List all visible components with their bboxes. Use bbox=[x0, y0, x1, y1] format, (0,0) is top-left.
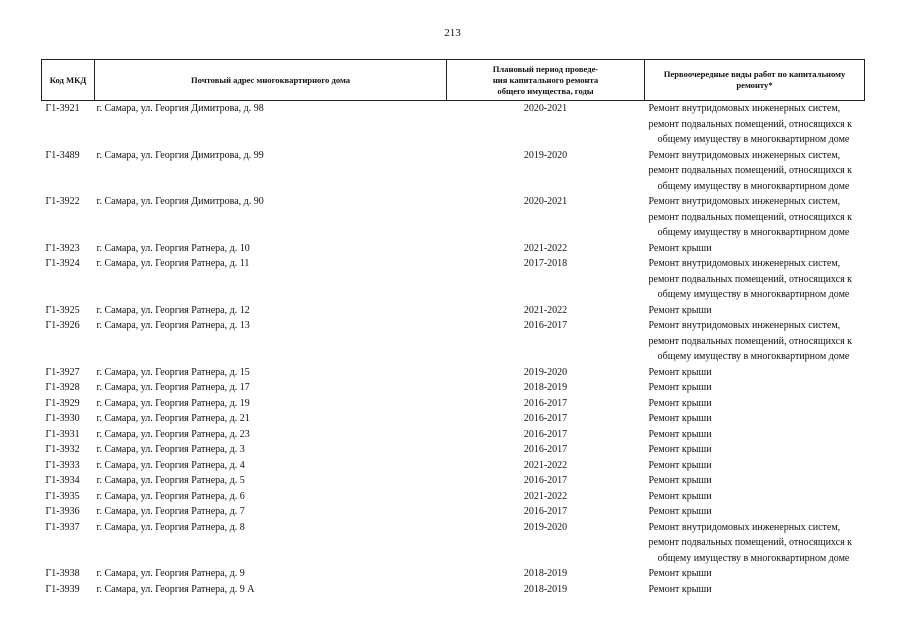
row-work-types bbox=[645, 148, 865, 195]
row-address: г. Самара, ул. Георгия Ратнера, д. 17 bbox=[96, 382, 250, 393]
table-row bbox=[42, 520, 865, 567]
row-address: г. Самара, ул. Георгия Ратнера, д. 15 bbox=[96, 366, 250, 378]
table-row bbox=[42, 396, 865, 412]
header-period bbox=[447, 60, 645, 101]
work-line: Ремонт крыши bbox=[648, 459, 712, 471]
row-period: 2019-2020 bbox=[523, 149, 568, 161]
row-address: г. Самара, ул. Георгия Ратнера, д. 9 bbox=[96, 568, 245, 579]
table-row bbox=[42, 566, 865, 582]
header-period-line: общего имущества, годы bbox=[497, 85, 594, 96]
row-work-types bbox=[645, 520, 865, 567]
row-period: 2016-2017 bbox=[523, 444, 568, 455]
work-line: Ремонт внутридомовых инженерных систем, bbox=[648, 521, 841, 533]
row-address: г. Самара, ул. Георгия Ратнера, д. 21 bbox=[96, 413, 250, 424]
work-line: общему имуществу в многоквартирном доме bbox=[657, 289, 850, 300]
row-period: 2018-2019 bbox=[523, 568, 568, 579]
row-period: 2016-2017 bbox=[523, 428, 568, 440]
work-line: Ремонт крыши bbox=[648, 397, 712, 409]
repair-table bbox=[41, 59, 865, 597]
row-address: г. Самара, ул. Георгия Ратнера, д. 8 bbox=[96, 521, 245, 533]
work-line: ремонт подвальных помещений, относящихся к bbox=[648, 118, 853, 130]
row-period: 2016-2017 bbox=[523, 506, 568, 517]
table-row bbox=[42, 194, 865, 241]
row-code: Г1-3937 bbox=[45, 521, 80, 533]
row-work-types bbox=[645, 303, 865, 319]
table-row bbox=[42, 101, 865, 148]
row-period: 2016-2017 bbox=[523, 413, 568, 424]
header-period-line: ния капитального ремонта bbox=[492, 74, 599, 85]
row-work-types bbox=[645, 473, 865, 489]
work-line: ремонт подвальных помещений, относящихся к bbox=[648, 335, 853, 347]
work-line: Ремонт крыши bbox=[648, 475, 712, 486]
table-row bbox=[42, 411, 865, 427]
row-code: Г1-3938 bbox=[45, 568, 80, 579]
row-code: Г1-3935 bbox=[45, 490, 80, 502]
work-line: общему имуществу в многоквартирном доме bbox=[657, 552, 850, 564]
row-period: 2016-2017 bbox=[523, 475, 568, 486]
header-works-line: Первоочередные виды работ по капитальному bbox=[663, 69, 846, 79]
row-address: г. Самара, ул. Георгия Ратнера, д. 7 bbox=[96, 506, 245, 517]
work-line: ремонт подвальных помещений, относящихся к bbox=[648, 165, 853, 176]
row-address: г. Самара, ул. Георгия Ратнера, д. 5 bbox=[96, 475, 245, 486]
work-line: Ремонт крыши bbox=[648, 366, 712, 378]
row-code: Г1-3929 bbox=[45, 397, 80, 409]
work-line: общему имуществу в многоквартирном доме bbox=[657, 180, 850, 192]
row-work-types bbox=[645, 241, 865, 257]
header-address: Почтовый адрес многоквартирного дома bbox=[95, 60, 447, 101]
row-work-types bbox=[645, 582, 865, 598]
work-line: ремонт подвальных помещений, относящихся к bbox=[648, 273, 853, 285]
work-line: общему имуществу в многоквартирном доме bbox=[657, 134, 850, 145]
table-row bbox=[42, 318, 865, 365]
row-code: Г1-3930 bbox=[45, 413, 80, 424]
table-row bbox=[42, 241, 865, 257]
row-work-types bbox=[645, 427, 865, 443]
row-code: Г1-3934 bbox=[45, 475, 80, 486]
row-period: 2019-2020 bbox=[523, 366, 568, 378]
row-period: 2018-2019 bbox=[523, 382, 568, 393]
row-period: 2020-2021 bbox=[523, 103, 568, 114]
row-address: г. Самара, ул. Георгия Ратнера, д. 12 bbox=[96, 304, 250, 316]
page-number: 213 bbox=[444, 27, 461, 39]
table-row bbox=[42, 473, 865, 489]
row-code: Г1-3931 bbox=[45, 428, 80, 440]
work-line: общему имуществу в многоквартирном доме bbox=[657, 351, 850, 362]
row-work-types bbox=[645, 101, 865, 148]
row-code: Г1-3932 bbox=[45, 444, 80, 455]
table-row bbox=[42, 303, 865, 319]
row-period: 2021-2022 bbox=[523, 304, 568, 316]
row-code: Г1-3489 bbox=[45, 149, 80, 161]
row-period: 2016-2017 bbox=[523, 320, 568, 331]
row-work-types bbox=[645, 380, 865, 396]
row-address: г. Самара, ул. Георгия Ратнера, д. 3 bbox=[96, 444, 245, 455]
work-line: Ремонт внутридомовых инженерных систем, bbox=[648, 103, 841, 114]
row-address: г. Самара, ул. Георгия Ратнера, д. 23 bbox=[96, 428, 250, 440]
table-row bbox=[42, 458, 865, 474]
row-work-types bbox=[645, 458, 865, 474]
row-period: 2019-2020 bbox=[523, 521, 568, 533]
work-line: Ремонт внутридомовых инженерных систем, bbox=[648, 149, 841, 161]
row-code: Г1-3933 bbox=[45, 459, 80, 471]
work-line: Ремонт крыши bbox=[648, 506, 712, 517]
row-code: Г1-3927 bbox=[45, 366, 80, 378]
work-line: Ремонт крыши bbox=[648, 413, 712, 424]
row-address: г. Самара, ул. Георгия Ратнера, д. 13 bbox=[96, 320, 250, 331]
work-line: Ремонт крыши bbox=[648, 490, 712, 502]
table-row bbox=[42, 442, 865, 458]
row-address: г. Самара, ул. Георгия Ратнера, д. 6 bbox=[96, 490, 245, 502]
row-address: г. Самара, ул. Георгия Ратнера, д. 19 bbox=[96, 397, 250, 409]
row-address: г. Самара, ул. Георгия Ратнера, д. 11 bbox=[96, 258, 250, 269]
work-line: Ремонт внутридомовых инженерных систем, bbox=[648, 258, 841, 269]
row-code: Г1-3924 bbox=[45, 258, 80, 269]
row-address: г. Самара, ул. Георгия Димитрова, д. 98 bbox=[96, 103, 264, 114]
table-row bbox=[42, 427, 865, 443]
work-line: Ремонт крыши bbox=[648, 444, 712, 455]
row-period: 2020-2021 bbox=[523, 196, 568, 207]
row-address: г. Самара, ул. Георгия Димитрова, д. 99 bbox=[96, 149, 264, 161]
header-works-line: ремонту* bbox=[736, 80, 773, 90]
work-line: Ремонт крыши bbox=[648, 382, 712, 393]
row-work-types bbox=[645, 442, 865, 458]
header-code: Код МКД bbox=[42, 60, 95, 101]
work-line: общему имуществу в многоквартирном доме bbox=[657, 227, 850, 238]
row-work-types bbox=[645, 318, 865, 365]
row-work-types bbox=[645, 504, 865, 520]
row-code: Г1-3928 bbox=[45, 382, 80, 393]
row-address: г. Самара, ул. Георгия Димитрова, д. 90 bbox=[96, 196, 264, 207]
row-work-types bbox=[645, 489, 865, 505]
table-row bbox=[42, 365, 865, 381]
row-work-types bbox=[645, 256, 865, 303]
row-address: г. Самара, ул. Георгия Ратнера, д. 10 bbox=[96, 242, 250, 254]
table-row bbox=[42, 256, 865, 303]
work-line: Ремонт внутридомовых инженерных систем, bbox=[648, 320, 841, 331]
work-line: Ремонт внутридомовых инженерных систем, bbox=[648, 196, 841, 207]
row-code: Г1-3939 bbox=[45, 583, 80, 595]
table-header-row bbox=[42, 60, 865, 101]
row-period: 2021-2022 bbox=[523, 459, 568, 471]
table-row bbox=[42, 504, 865, 520]
work-line: Ремонт крыши bbox=[648, 583, 712, 595]
row-address: г. Самара, ул. Георгия Ратнера, д. 4 bbox=[96, 459, 245, 471]
row-work-types bbox=[645, 194, 865, 241]
row-work-types bbox=[645, 566, 865, 582]
work-line: Ремонт крыши bbox=[648, 428, 712, 440]
row-code: Г1-3923 bbox=[45, 242, 80, 254]
work-line: Ремонт крыши bbox=[648, 568, 712, 579]
table-row bbox=[42, 380, 865, 396]
row-code: Г1-3921 bbox=[45, 103, 80, 114]
row-period: 2021-2022 bbox=[523, 242, 568, 254]
work-line: ремонт подвальных помещений, относящихся к bbox=[648, 211, 853, 223]
row-period: 2016-2017 bbox=[523, 397, 568, 409]
row-address: г. Самара, ул. Георгия Ратнера, д. 9 А bbox=[96, 583, 255, 595]
table-row bbox=[42, 489, 865, 505]
table-row bbox=[42, 148, 865, 195]
row-work-types bbox=[645, 396, 865, 412]
row-code: Г1-3922 bbox=[45, 196, 80, 207]
row-period: 2017-2018 bbox=[523, 258, 568, 269]
work-line: Ремонт крыши bbox=[648, 304, 712, 316]
work-line: Ремонт крыши bbox=[648, 242, 712, 254]
row-code: Г1-3925 bbox=[45, 304, 80, 316]
header-works bbox=[645, 60, 865, 101]
row-work-types bbox=[645, 411, 865, 427]
table-body bbox=[42, 101, 865, 598]
row-code: Г1-3936 bbox=[45, 506, 80, 517]
row-period: 2021-2022 bbox=[523, 490, 568, 502]
row-code: Г1-3926 bbox=[45, 320, 80, 331]
header-period-line: Плановый период проведе- bbox=[492, 63, 599, 74]
work-line: ремонт подвальных помещений, относящихся к bbox=[648, 537, 853, 548]
row-work-types bbox=[645, 365, 865, 381]
row-period: 2018-2019 bbox=[523, 583, 568, 595]
table-row bbox=[42, 582, 865, 598]
